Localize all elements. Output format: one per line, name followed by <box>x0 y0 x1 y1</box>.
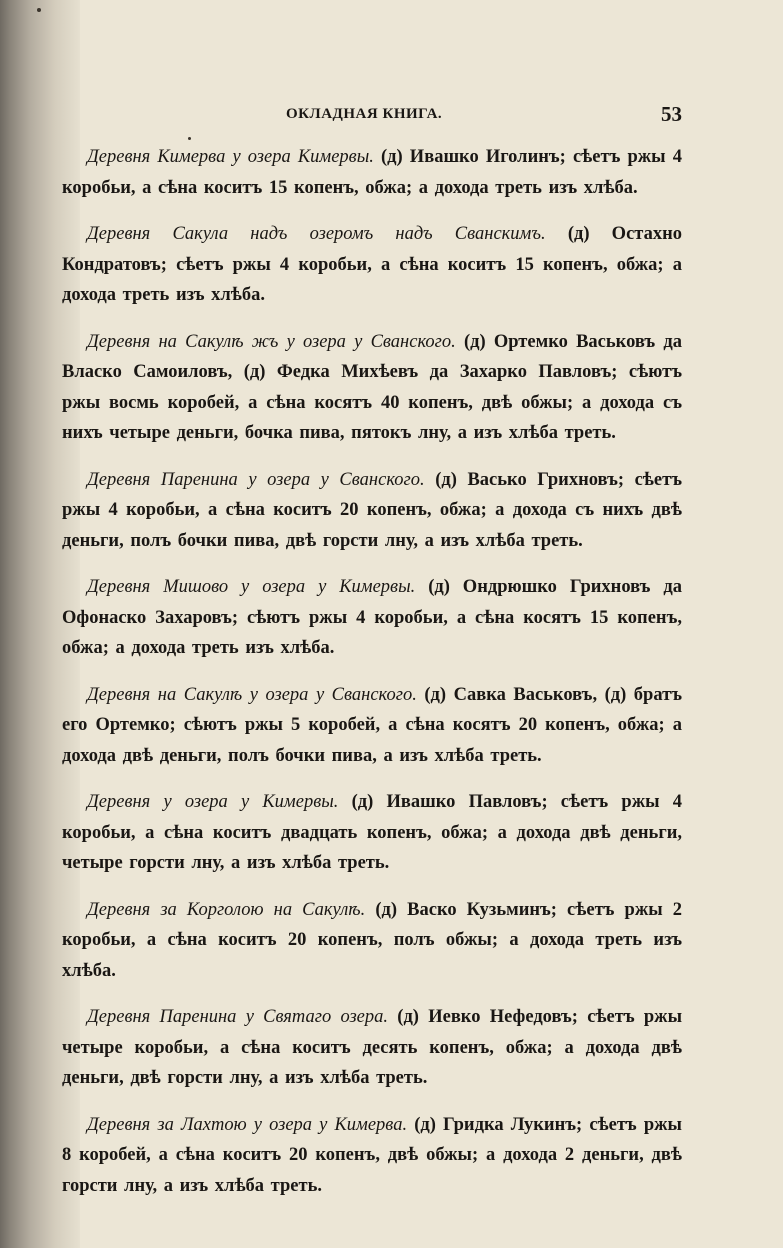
entry <box>62 787 682 879</box>
entry <box>62 1002 682 1094</box>
entry-text: (д) Ивашко Павловъ; сѣетъ ржы 4 коробьи, а сѣна коситъ двадцать копенъ, обжа; а дохода двѣ деньги, четыре горсти лну, а изъ хлѣба треть. <box>62 792 682 873</box>
entry-text: (д) Иевко Нефедовъ; сѣетъ ржы четыре коробьи, а сѣна коситъ десять копенъ, обжа; а дохода двѣ деньги, двѣ горсти лну, а изъ хлѣба треть. <box>62 1007 683 1088</box>
entries-list <box>62 142 682 1217</box>
entry-place: Деревня Кимерва у озера Кимервы. <box>87 147 374 167</box>
entry <box>62 572 682 664</box>
entry-text: (д) Ивашко Иголинъ; сѣетъ ржы 4 коробьи, а сѣна коситъ 15 копенъ, обжа; а дохода треть изъ хлѣба. <box>62 147 683 198</box>
entry-place: Деревня Паренина у Святаго озера. <box>87 1007 389 1027</box>
entry-text: (д) Ондрюшко Грихновъ да Офонаско Захаровъ; сѣютъ ржы 4 коробьи, а сѣна косятъ 15 копенъ, обжа; а дохода треть изъ хлѣба. <box>62 577 682 658</box>
entry-text: (д) Васко Кузьминъ; сѣетъ ржы 2 коробьи, а сѣна коситъ 20 копенъ, полъ обжы; а дохода треть изъ хлѣба. <box>62 899 683 981</box>
entry-place: Деревня у озера у Кимервы. <box>87 792 339 812</box>
entry-text: (д) Ортемко Васьковъ да Власко Самоиловъ, (д) Федка Михѣевъ да Захарко Павловъ; сѣютъ ржы восмь коробей, а сѣна косятъ 40 копенъ, двѣ обжы; а дохода съ нихъ четыре деньги, бочка пива, пятокъ лну, а изъ хлѣба треть. <box>62 331 682 443</box>
ink-speck <box>188 137 191 140</box>
entry <box>62 142 682 203</box>
ink-speck <box>37 8 41 12</box>
entry-place: Деревня на Сакулѣ жъ у озера у Сванского. <box>87 331 456 352</box>
entry <box>62 327 682 449</box>
entry <box>62 219 682 311</box>
entry <box>62 680 682 772</box>
entry-place: Деревня за Лахтою у озера у Кимерва. <box>87 1114 408 1135</box>
running-header <box>286 102 682 134</box>
entry-text: (д) Гридка Лукинъ; сѣетъ ржы 8 коробей, а сѣна коситъ 20 копенъ, двѣ обжы; а дохода 2 деньги, двѣ горсти лну, а изъ хлѣба треть. <box>62 1114 682 1196</box>
entry-place: Деревня Мишово у озера у Кимервы. <box>87 577 416 597</box>
entry <box>62 895 682 987</box>
page-number: 53 <box>661 102 682 126</box>
entry <box>62 465 682 557</box>
entry-place: Деревня на Сакулѣ у озера у Сванского. <box>87 684 417 705</box>
entry-text: (д) Остахно Кондратовъ; сѣетъ ржы 4 коробьи, а сѣна коситъ 15 копенъ, обжа; а дохода треть изъ хлѣба. <box>62 224 683 305</box>
running-title: ОКЛАДНАЯ КНИГА. <box>286 106 443 122</box>
entry-place: Деревня Сакула надъ озеромъ надъ Сванскимъ. <box>87 224 546 244</box>
entry-text: (д) Савка Васьковъ, (д) братъ его Ортемко; сѣютъ ржы 5 коробей, а сѣна косятъ 20 копенъ, обжа; а дохода двѣ деньги, полъ бочки пива, а изъ хлѣба треть. <box>62 684 682 766</box>
entry-place: Деревня Паренина у озера у Сванского. <box>87 469 425 490</box>
entry-text: (д) Васько Грихновъ; сѣетъ ржы 4 коробьи, а сѣна коситъ 20 копенъ, обжа; а дохода съ нихъ двѣ деньги, полъ бочки пива, двѣ горсти лну, а изъ хлѣба треть. <box>62 469 682 551</box>
entry-place: Деревня за Корголою на Сакулѣ. <box>87 899 366 920</box>
entry <box>62 1110 682 1202</box>
